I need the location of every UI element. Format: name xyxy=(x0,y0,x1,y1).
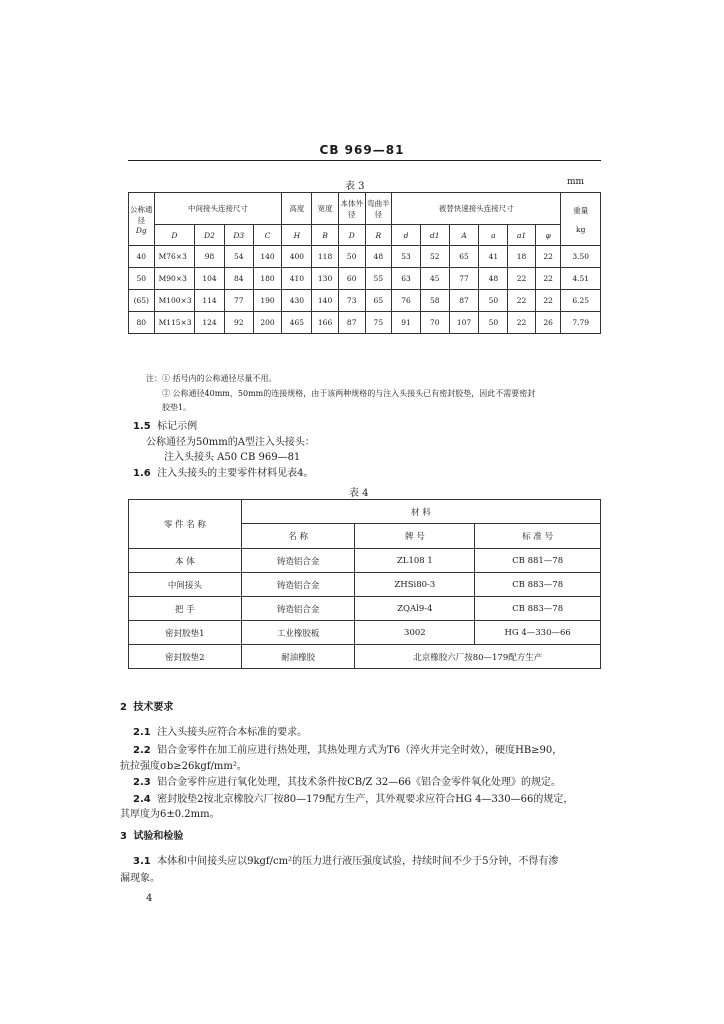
table-cell: ZQAl9-4 xyxy=(355,597,475,621)
table-cell: ZL108 1 xyxy=(355,549,475,573)
table-cell: 73 xyxy=(338,290,365,312)
table-cell: 4.51 xyxy=(561,268,601,290)
table-cell: 铸造铝合金 xyxy=(241,597,355,621)
table3-col-symbol: D xyxy=(154,225,195,246)
table-cell: 91 xyxy=(392,312,421,334)
table-cell: 50 xyxy=(479,312,508,334)
section-2-2-cont: 抗拉强度σb≥26kgf/mm²。 xyxy=(120,761,247,772)
table-row xyxy=(129,549,601,573)
table-row xyxy=(129,268,601,290)
page-number: 4 xyxy=(146,893,153,904)
section-1-6: 1.6 注入头接头的主要零件材料见表4。 xyxy=(133,468,314,479)
table-cell: 6.25 xyxy=(561,290,601,312)
table-row xyxy=(129,312,601,334)
table-row xyxy=(129,573,601,597)
table-cell: 北京橡胶六厂按80—179配方生产 xyxy=(355,645,601,669)
table3-col-symbol: B xyxy=(312,225,339,246)
table-cell: HG 4—330—66 xyxy=(475,621,601,645)
table-cell: CB 883—78 xyxy=(475,573,601,597)
table4 xyxy=(128,499,601,669)
table3-head-height: 高度 xyxy=(282,193,312,225)
table-cell: 104 xyxy=(195,268,225,290)
section-1-5-heading: 1.5 标记示例 xyxy=(133,421,198,432)
table3-head-dg: 公称通径 Dg xyxy=(129,193,155,246)
table3-head-body-diameter: 本体外径 xyxy=(338,193,365,225)
table-cell: 铸造铝合金 xyxy=(241,549,355,573)
table-cell: CB 881—78 xyxy=(475,549,601,573)
table-cell: 40 xyxy=(129,246,155,268)
table-cell: (65) xyxy=(129,290,155,312)
table4-head-part: 零 件 名 称 xyxy=(129,500,242,549)
table-cell: 22 xyxy=(535,268,561,290)
section-1-5-mark-example: 注入头接头 A50 CB 969—81 xyxy=(164,452,301,463)
document-header: CB 969—81 xyxy=(319,143,405,157)
table-cell: 50 xyxy=(338,246,365,268)
table-row xyxy=(129,290,601,312)
table-cell: 140 xyxy=(253,246,282,268)
table4-head-material: 材 料 xyxy=(241,500,600,524)
section-2-heading: 2 技术要求 xyxy=(120,702,174,713)
section-2-1: 2.1 注入头接头应符合本标准的要求。 xyxy=(133,727,308,738)
table4-caption: 表 4 xyxy=(349,488,369,499)
table-cell: 60 xyxy=(338,268,365,290)
table-cell: 130 xyxy=(312,268,339,290)
table3-head-bend-radius: 弯曲半径 xyxy=(365,193,392,225)
table-cell: 54 xyxy=(224,246,253,268)
table-cell: 22 xyxy=(535,246,561,268)
table-cell: 80 xyxy=(129,312,155,334)
table-cell: 耐油橡胶 xyxy=(241,645,355,669)
table3-col-symbol: A xyxy=(449,225,479,246)
table-cell: 22 xyxy=(535,290,561,312)
section-1-5-line1: 公称通径为50mm的A型注入头接头： xyxy=(146,437,315,448)
section-3-1-cont: 漏现象。 xyxy=(120,873,160,884)
section-3-1: 3.1 本体和中间接头应以9kgf/cm²的压力进行液压强度试验，持续时间不少于5分钟，不得有渗 xyxy=(133,856,559,867)
table-cell: 430 xyxy=(282,290,312,312)
table-cell: 200 xyxy=(253,312,282,334)
table3-unit: mm xyxy=(567,177,585,187)
table3-col-symbol: D3 xyxy=(224,225,253,246)
table-cell: 本 体 xyxy=(129,549,242,573)
table3-col-symbol: H xyxy=(282,225,312,246)
table3 xyxy=(128,192,601,334)
table-cell: 50 xyxy=(479,290,508,312)
table-row xyxy=(129,621,601,645)
table3-col-symbol: D2 xyxy=(195,225,225,246)
table-cell: 3002 xyxy=(355,621,475,645)
table-cell: 118 xyxy=(312,246,339,268)
table3-head-weight: 重量 kg xyxy=(561,193,601,246)
table3-col-symbol: d xyxy=(392,225,421,246)
table3-col-symbol: a xyxy=(479,225,508,246)
table-cell: 密封胶垫2 xyxy=(129,645,242,669)
table-cell: 50 xyxy=(129,268,155,290)
table-cell: 26 xyxy=(535,312,561,334)
table3-note-1: 注：① 括号内的公称通径尽量不用。 xyxy=(146,374,277,383)
table-cell: 密封胶垫1 xyxy=(129,621,242,645)
table-cell: 465 xyxy=(282,312,312,334)
table-cell: 140 xyxy=(312,290,339,312)
table3-col-symbol: a1 xyxy=(508,225,536,246)
section-3-heading: 3 试验和检验 xyxy=(120,831,184,842)
table-cell: 190 xyxy=(253,290,282,312)
table-cell: 18 xyxy=(508,246,536,268)
table-cell: 107 xyxy=(449,312,479,334)
table-cell: 92 xyxy=(224,312,253,334)
table3-head-width: 宽度 xyxy=(312,193,339,225)
table3-col-symbol: d1 xyxy=(420,225,449,246)
table-cell: 65 xyxy=(449,246,479,268)
section-2-4: 2.4 密封胶垫2按北京橡胶六厂按80—179配方生产，其外观要求应符合HG 4—330—66的规定， xyxy=(133,794,574,805)
table-cell: 65 xyxy=(365,290,392,312)
table-cell: 把 手 xyxy=(129,597,242,621)
table-cell: 3.50 xyxy=(561,246,601,268)
table-cell: 84 xyxy=(224,268,253,290)
table-cell: 75 xyxy=(365,312,392,334)
table-cell: ZHSi80-3 xyxy=(355,573,475,597)
table-cell: M90×3 xyxy=(154,268,195,290)
table-cell: 166 xyxy=(312,312,339,334)
table-cell: M100×3 xyxy=(154,290,195,312)
table-cell: 76 xyxy=(392,290,421,312)
table-cell: CB 883—78 xyxy=(475,597,601,621)
table-row xyxy=(129,597,601,621)
table-row xyxy=(129,246,601,268)
table-cell: 77 xyxy=(449,268,479,290)
table4-head-standard: 标 准 号 xyxy=(475,524,601,549)
table3-caption: 表 3 xyxy=(345,181,365,192)
table3-head-quick-joint: 被替快速接头连接尺寸 xyxy=(392,193,561,225)
table-cell: 87 xyxy=(338,312,365,334)
table-cell: 45 xyxy=(420,268,449,290)
table-cell: 400 xyxy=(282,246,312,268)
table3-note-2-cont: 胶垫1。 xyxy=(162,403,192,412)
section-2-4-cont: 其厚度为6±0.2mm。 xyxy=(120,809,220,820)
table4-head-grade: 牌 号 xyxy=(355,524,475,549)
table-row xyxy=(129,645,601,669)
section-2-2: 2.2 铝合金零件在加工前应进行热处理，其热处理方式为T6（淬火并完全时效），硬度HB≥90， xyxy=(133,745,563,756)
table-cell: M76×3 xyxy=(154,246,195,268)
table-cell: 48 xyxy=(365,246,392,268)
table3-head-middle-joint: 中间接头连接尺寸 xyxy=(154,193,282,225)
section-2-3: 2.3 铝合金零件应进行氧化处理，其技术条件按CB/Z 32—66《铝合金零件氧化处理》的规定。 xyxy=(133,777,562,788)
table-cell: 77 xyxy=(224,290,253,312)
table3-col-symbol: D xyxy=(338,225,365,246)
table4-head-name: 名 称 xyxy=(241,524,355,549)
table3-col-symbol: C xyxy=(253,225,282,246)
table-cell: 中间接头 xyxy=(129,573,242,597)
table-cell: 铸造铝合金 xyxy=(241,573,355,597)
table-cell: 87 xyxy=(449,290,479,312)
table-cell: 53 xyxy=(392,246,421,268)
table-cell: 180 xyxy=(253,268,282,290)
table-cell: 41 xyxy=(479,246,508,268)
table3-col-symbol: φ xyxy=(535,225,561,246)
table-cell: 7.79 xyxy=(561,312,601,334)
table-cell: M115×3 xyxy=(154,312,195,334)
table3-col-symbol: R xyxy=(365,225,392,246)
table-cell: 22 xyxy=(508,290,536,312)
table-cell: 48 xyxy=(479,268,508,290)
table-cell: 工业橡胶板 xyxy=(241,621,355,645)
table-cell: 124 xyxy=(195,312,225,334)
table-cell: 22 xyxy=(508,268,536,290)
table-cell: 52 xyxy=(420,246,449,268)
table-cell: 410 xyxy=(282,268,312,290)
header-rule xyxy=(128,160,601,161)
table-cell: 58 xyxy=(420,290,449,312)
table-cell: 114 xyxy=(195,290,225,312)
table3-note-2: ② 公称通径40mm，50mm的连接规格，由于该两种规格的与注入头接头已有密封胶垫，因此不需要密封 xyxy=(162,389,536,398)
table-cell: 70 xyxy=(420,312,449,334)
table-cell: 63 xyxy=(392,268,421,290)
table-cell: 22 xyxy=(508,312,536,334)
table-cell: 55 xyxy=(365,268,392,290)
table-cell: 98 xyxy=(195,246,225,268)
